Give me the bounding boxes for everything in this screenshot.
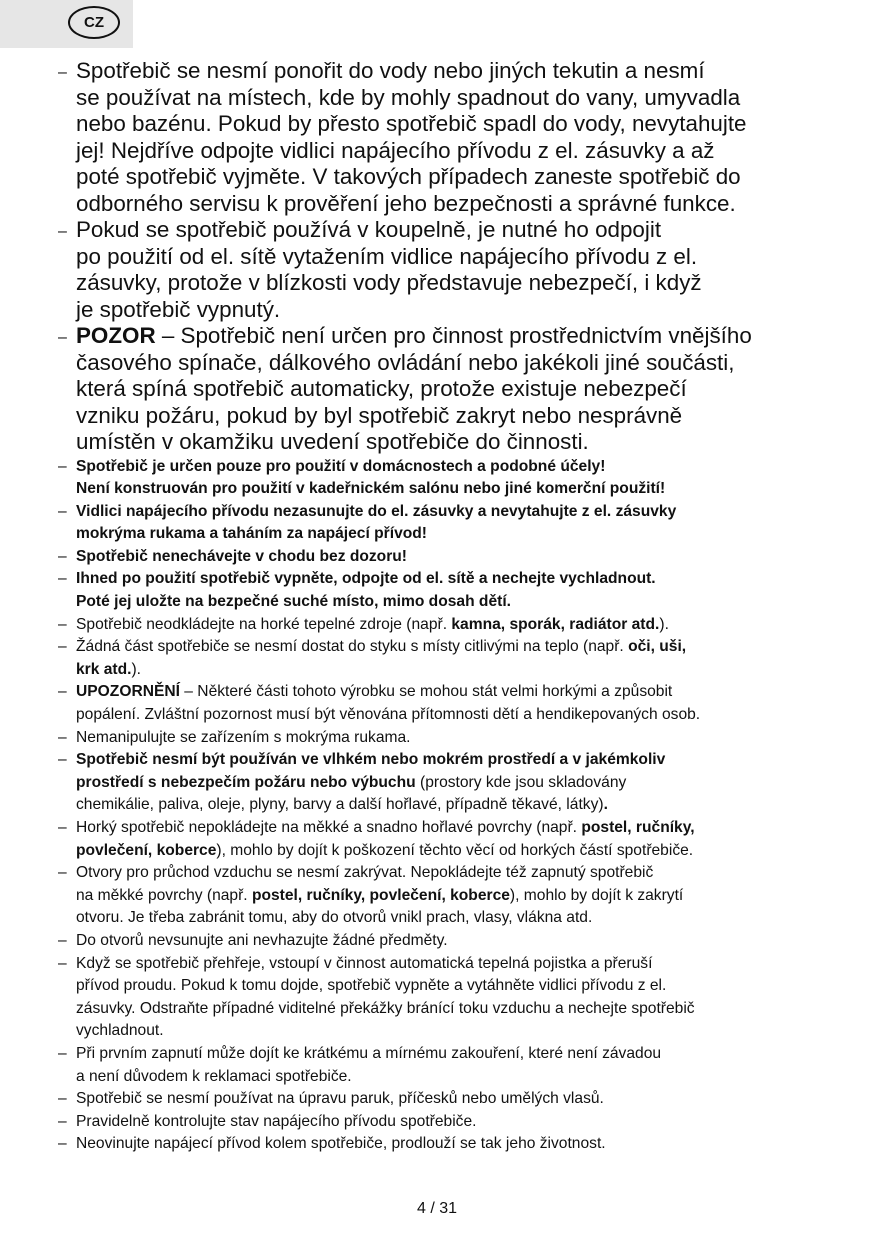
instruction-line	[76, 659, 836, 682]
instruction-item	[58, 817, 836, 862]
instruction-line	[76, 164, 836, 191]
bullet-dash: –	[58, 954, 67, 972]
instruction-item	[58, 930, 836, 953]
text: Pokud se spotřebič používá v koupelně, je nutné ho odpojit	[76, 217, 662, 242]
instruction-item	[58, 323, 836, 456]
bullet-dash: –	[58, 615, 67, 633]
instruction-line	[76, 403, 836, 430]
bold-text: krk atd.	[76, 660, 132, 678]
bullet-dash: –	[58, 728, 67, 746]
instruction-line	[76, 1133, 836, 1156]
text: vychladnout.	[76, 1022, 164, 1040]
text: Spotřebič se nesmí používat na úpravu paruk, příčesků nebo umělých vlasů.	[76, 1090, 604, 1108]
text: ).	[131, 660, 142, 678]
bullet-dash: –	[58, 931, 67, 949]
instruction-line	[76, 478, 836, 501]
instruction-line	[76, 297, 836, 324]
text: se používat na místech, kde by mohly spadnout do vany, umyvadla	[76, 84, 741, 110]
instruction-item	[58, 681, 836, 726]
text: – Spotřebič není určen pro činnost prostřednictvím vnějšího	[155, 323, 752, 348]
instruction-line	[76, 1111, 836, 1134]
text: jej! Nejdříve odpojte vidlici napájecího přívodu z el. zásuvky a až	[76, 137, 715, 163]
instruction-line	[76, 501, 836, 524]
text: Otvory pro průchod vzduchu se nesmí zakrývat. Nepokládejte též zapnutý spotřebič	[76, 864, 654, 882]
text: Spotřebič se nesmí ponořit do vody nebo jiných tekutin a nesmí	[76, 58, 705, 83]
bullet-dash: –	[58, 1112, 67, 1130]
instruction-item	[58, 546, 836, 569]
instruction-line	[76, 217, 836, 244]
text: Do otvorů nevsunujte ani nevhazujte žádné předměty.	[76, 931, 448, 949]
bullet-dash: –	[58, 502, 67, 520]
bullet-dash: –	[58, 547, 67, 565]
instruction-line	[76, 953, 836, 976]
bold-text: postel, ručníky,	[581, 819, 695, 836]
instruction-line	[76, 591, 836, 614]
text: umístěn v okamžiku uvedení spotřebiče do činnosti.	[76, 429, 589, 454]
instruction-line	[76, 323, 836, 350]
bullet-dash: –	[58, 751, 67, 769]
bold-text: povlečení, koberce	[76, 841, 217, 859]
language-badge: CZ	[68, 6, 120, 39]
instruction-line	[76, 727, 836, 750]
instruction-item	[58, 1111, 836, 1134]
instruction-line	[76, 772, 836, 795]
text: (prostory kde jsou skladovány	[415, 773, 627, 791]
instruction-line	[76, 1088, 836, 1111]
text: Žádná část spotřebiče se nesmí dostat do styku s místy citlivými na teplo (např.	[76, 638, 629, 656]
instruction-line	[76, 111, 836, 138]
page-number: 4 / 31	[416, 1200, 458, 1217]
instruction-item	[58, 862, 836, 930]
bullet-dash: –	[58, 1044, 67, 1062]
text: na měkké povrchy (např.	[76, 886, 252, 904]
bullet-dash: –	[58, 1135, 67, 1153]
text: ).	[659, 615, 669, 633]
instruction-line	[76, 840, 836, 863]
language-tab	[0, 0, 133, 48]
bold-text: Spotřebič nenechávejte v chodu bez dozoru!	[76, 547, 407, 565]
instruction-item	[58, 217, 836, 323]
text: popálení. Zvláštní pozornost musí být věnována přítomnosti dětí a hendikepovaných osob.	[76, 706, 701, 724]
instruction-item	[58, 727, 836, 750]
instruction-line	[76, 85, 836, 112]
instruction-line	[76, 885, 836, 908]
text: po použití od el. sítě vytažením vidlice napájecího přívodu z el.	[76, 243, 698, 269]
instruction-line	[76, 58, 836, 85]
text: časového spínače, dálkového ovládání nebo jakékoli jiné součásti,	[76, 349, 735, 375]
text: otvoru. Je třeba zabránit tomu, aby do otvorů vnikl prach, vlasy, vlákna atd.	[76, 909, 593, 927]
text: vzniku požáru, pokud by byl spotřebič zakryt nebo nesprávně	[76, 402, 683, 428]
text: Nemanipulujte se zařízením s mokrýma rukama.	[76, 728, 411, 746]
instruction-line	[76, 191, 836, 218]
instruction-line	[76, 244, 836, 271]
bullet-dash: –	[58, 457, 67, 475]
instruction-item	[58, 749, 836, 817]
bold-text: oči, uši,	[628, 638, 687, 656]
bullet-dash: –	[58, 223, 67, 240]
instruction-line	[76, 636, 836, 659]
text: nebo bazénu. Pokud by přesto spotřebič spadl do vody, nevytahujte	[76, 111, 747, 136]
text: poté spotřebič vyjměte. V takových případech zaneste spotřebič do	[76, 164, 741, 189]
instruction-item	[58, 1088, 836, 1111]
instruction-line	[76, 704, 836, 727]
instruction-item	[58, 1133, 836, 1156]
instruction-line	[76, 749, 836, 772]
bullet-dash: –	[58, 638, 67, 656]
instruction-line	[76, 270, 836, 297]
text: Když se spotřebič přehřeje, vstoupí v činnost automatická tepelná pojistka a přeruší	[76, 954, 653, 972]
text: Spotřebič neodkládejte na horké tepelné zdroje (např.	[76, 615, 452, 633]
bullet-dash: –	[58, 819, 67, 836]
instruction-line	[76, 975, 836, 998]
instruction-item	[58, 456, 836, 501]
bold-text: postel, ručníky, povlečení, koberce	[251, 886, 510, 904]
text: ), mohlo by dojít k poškození těchto věcí od horkých částí spotřebiče.	[216, 841, 694, 859]
bold-text: Vidlici napájecího přívodu nezasunujte do el. zásuvky a nevytahujte z el. zásuvky	[76, 502, 677, 520]
bullet-dash: –	[58, 1090, 67, 1108]
instruction-line	[76, 998, 836, 1021]
text: je spotřebič vypnutý.	[76, 296, 281, 322]
bullet-dash: –	[58, 570, 67, 588]
bold-text: Není konstruován pro použití v kadeřnickém salónu nebo jiné komerční použití!	[76, 480, 666, 498]
text: odborného servisu k prověření jeho bezpečnosti a správné funkce.	[76, 190, 736, 216]
text: Pravidelně kontrolujte stav napájecího přívodu spotřebiče.	[76, 1112, 477, 1130]
bold-text: .	[603, 796, 608, 814]
instruction-line	[76, 523, 836, 546]
bold-text: mokrýma rukama a taháním za napájecí přívod!	[76, 525, 427, 543]
instruction-line	[76, 456, 836, 479]
text: Neovinujte napájecí přívod kolem spotřebiče, prodlouží se tak jeho životnost.	[76, 1135, 606, 1153]
bullet-dash: –	[58, 64, 67, 81]
bold-text: prostředí s nebezpečím požáru nebo výbuchu	[76, 773, 416, 791]
instruction-line	[76, 138, 836, 165]
bold-text: Spotřebič nesmí být používán ve vlhkém nebo mokrém prostředí a v jakémkoliv	[76, 751, 666, 769]
text: a není důvodem k reklamaci spotřebiče.	[76, 1067, 352, 1085]
text: ), mohlo by dojít k zakrytí	[509, 886, 684, 904]
text: Při prvním zapnutí může dojít ke krátkému a mírnému zakouření, které není závadou	[76, 1044, 662, 1062]
instruction-item	[58, 58, 836, 217]
instruction-line	[76, 1066, 836, 1089]
instruction-line	[76, 1043, 836, 1066]
instruction-item	[58, 501, 836, 546]
instruction-line	[76, 681, 836, 704]
bold-text: UPOZORNĚNÍ	[76, 683, 180, 701]
bullet-dash: –	[58, 864, 67, 882]
instruction-line	[76, 1020, 836, 1043]
instruction-line	[76, 907, 836, 930]
instruction-line	[76, 568, 836, 591]
bold-text: kamna, sporák, radiátor atd.	[451, 615, 660, 633]
text: – Některé části tohoto výrobku se mohou stát velmi horkými a způsobit	[179, 683, 673, 701]
instruction-line	[76, 930, 836, 953]
instruction-line	[76, 429, 836, 456]
instruction-item	[58, 614, 836, 637]
instruction-line	[76, 794, 836, 817]
bold-text: POZOR	[76, 323, 156, 348]
instruction-line	[76, 350, 836, 377]
bold-text: Spotřebič je určen pouze pro použití v domácnostech a podobné účely!	[76, 457, 606, 475]
bold-text: Ihned po použití spotřebič vypněte, odpojte od el. sítě a nechejte vychladnout.	[76, 570, 656, 588]
text: chemikálie, paliva, oleje, plyny, barvy a další hořlavé, případně těkavé, látky)	[76, 796, 604, 814]
instruction-item	[58, 1043, 836, 1088]
text: která spíná spotřebič automaticky, protože existuje nebezpečí	[76, 376, 687, 401]
text: přívod proudu. Pokud k tomu dojde, spotřebič vypněte a vytáhněte vidlici přívodu z el.	[76, 977, 667, 995]
instruction-item	[58, 636, 836, 681]
instruction-item	[58, 568, 836, 613]
bold-text: Poté jej uložte na bezpečné suché místo, mimo dosah dětí.	[76, 593, 511, 611]
text: zásuvky, protože v blízkosti vody představuje nebezpečí, i když	[76, 270, 702, 295]
bullet-dash: –	[58, 683, 67, 701]
instruction-item	[58, 953, 836, 1043]
instruction-line	[76, 376, 836, 403]
instruction-line	[76, 817, 836, 840]
instruction-line	[76, 862, 836, 885]
text: Horký spotřebič nepokládejte na měkké a snadno hořlavé povrchy (např.	[76, 819, 582, 836]
text: zásuvky. Odstraňte případné viditelné překážky bránící toku vzduchu a nechejte spotřebič	[76, 999, 695, 1017]
bullet-dash: –	[58, 329, 67, 346]
instruction-line	[76, 614, 836, 637]
instruction-line	[76, 546, 836, 569]
safety-instructions-list	[58, 58, 836, 1156]
